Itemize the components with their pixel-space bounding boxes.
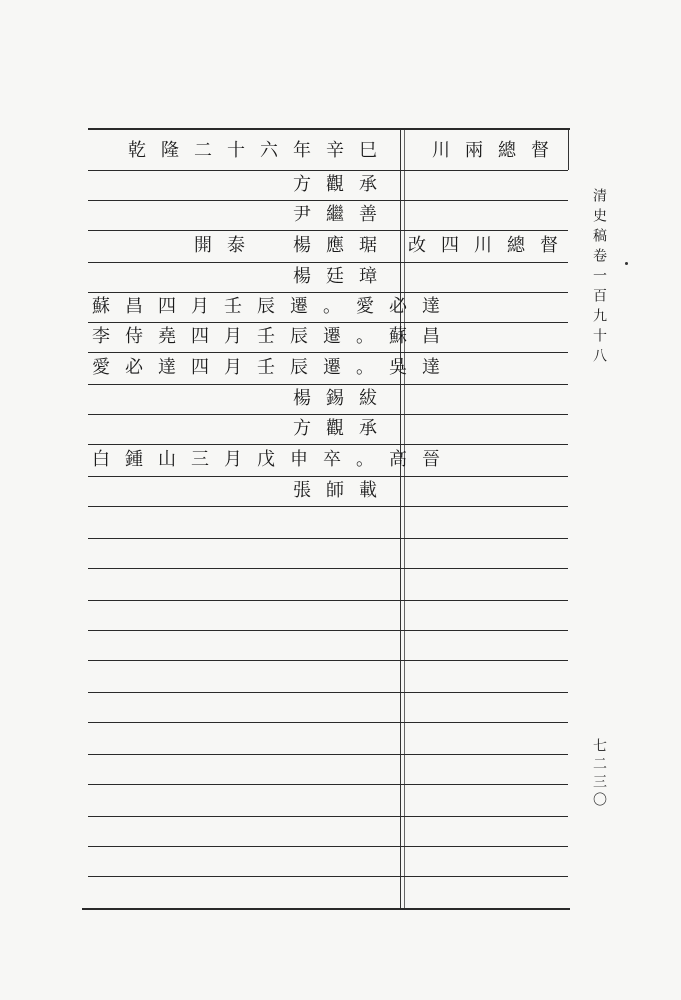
- entry-row: 張師載: [293, 480, 392, 501]
- right-entry-row: 川兩總督: [432, 140, 564, 161]
- row-rule: [88, 816, 568, 817]
- entry-row: 方觀承: [293, 418, 392, 439]
- row-rule: [88, 506, 568, 507]
- row-rule: [88, 600, 568, 601]
- header-right-tick: [568, 128, 569, 170]
- row-rule: [88, 754, 568, 755]
- row-rule: [88, 692, 568, 693]
- row-rule: [88, 876, 568, 877]
- column-divider-inner: [404, 128, 405, 910]
- row-rule: [88, 784, 568, 785]
- row-rule: [88, 538, 568, 539]
- entry-row: 李侍堯四月壬辰遷。蘇昌: [92, 326, 455, 347]
- page-number: 七二三〇: [591, 738, 607, 810]
- entry-row: 開泰 楊應琚: [194, 235, 392, 256]
- entry-row: 白鍾山三月戊申卒。高晉: [92, 449, 455, 470]
- row-rule: [88, 846, 568, 847]
- entry-row: 方觀承: [293, 174, 392, 195]
- bottom-rule: [82, 908, 570, 910]
- row-rule: [88, 630, 568, 631]
- header-year: 乾隆二十六年辛巳: [128, 140, 392, 161]
- entry-row: 蘇昌四月壬辰遷。愛必達: [92, 296, 455, 317]
- entry-row: 尹繼善: [293, 204, 392, 225]
- row-rule: [88, 568, 568, 569]
- running-title: 清史稿卷一百九十八: [591, 188, 607, 368]
- row-rule: [88, 722, 568, 723]
- entry-row: 楊錫紱: [293, 388, 392, 409]
- column-divider: [400, 128, 401, 910]
- top-rule: [88, 128, 570, 130]
- row-rule: [88, 660, 568, 661]
- print-speck: [625, 262, 628, 265]
- right-entry-row: 改四川總督: [408, 235, 573, 256]
- entry-row: 愛必達四月壬辰遷。吳達: [92, 357, 455, 378]
- entry-row: 楊廷璋: [293, 266, 392, 287]
